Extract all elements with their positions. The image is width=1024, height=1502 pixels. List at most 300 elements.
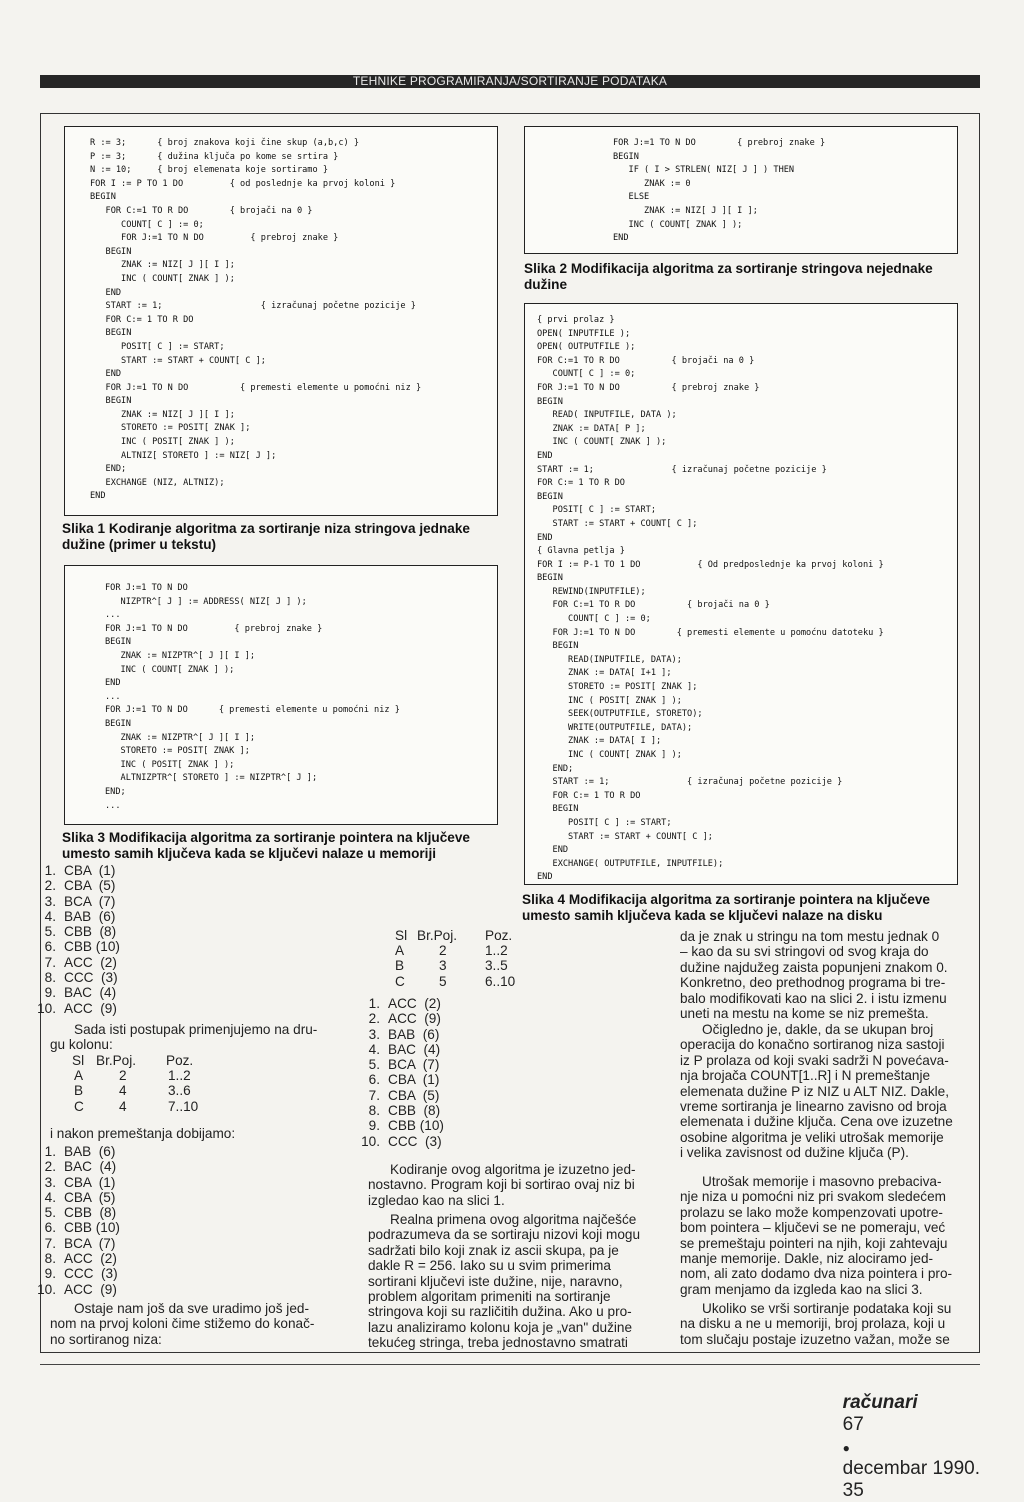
figure4-caption: [522, 892, 968, 924]
text-line: balo modifikovati kao na slici 2. i istu izmenu: [680, 990, 947, 1006]
list-item-text: CBA (5): [64, 1189, 116, 1205]
code-line: END: [537, 532, 553, 543]
list-item: [352, 1134, 444, 1149]
text-line: nja brojača COUNT[1..R] i N premeštanje: [680, 1068, 931, 1084]
text-line: nom na prvoj koloni čime stižemo do konač-: [50, 1316, 315, 1332]
table-cell: 3: [439, 958, 447, 974]
list-item-text: CBA (1): [64, 1174, 116, 1190]
table-row: [72, 1099, 272, 1114]
table-cell: 1..2: [485, 943, 508, 959]
list-item-text: CCC (3): [388, 1133, 442, 1149]
list-item-text: BAC (4): [64, 985, 117, 1001]
text-line: sadržati bilo koji znak iz ascii skupa, pa je: [368, 1242, 619, 1258]
text-line: tekućeg stringa, treba jednostavno smatrati: [368, 1335, 628, 1351]
code-line: END: [90, 287, 122, 298]
list-item-text: BAC (4): [64, 1159, 117, 1175]
list-item-text: BCA (7): [64, 1235, 116, 1251]
text-line: elemenata i dužine ključa. Cena ove izuzetne: [680, 1114, 953, 1130]
list-item-number: 2.: [44, 1159, 56, 1175]
list-item-number: 6.: [368, 1072, 380, 1088]
code-line: FOR C:= 1 TO R DO: [537, 478, 625, 489]
list-item-number: 8.: [44, 970, 56, 986]
list-item: [28, 1266, 120, 1281]
list-item: [28, 909, 120, 924]
footer-bullet: ●: [842, 1441, 850, 1455]
text-line: da je znak u stringu na tom mestu jednak 0: [680, 929, 940, 944]
list-item: [28, 1282, 120, 1297]
code-line: P := 3; { dužina ključa po kome se srtira }: [90, 151, 339, 162]
table-cell: 3..6: [168, 1083, 191, 1099]
list-item-text: BAB (6): [64, 908, 116, 924]
right-paragraph-1: [680, 929, 970, 1021]
code-line: INC ( COUNT[ ZNAK ] );: [537, 750, 682, 760]
code-line: WRITE(OUTPUTFILE, DATA);: [537, 722, 693, 733]
figure3-code: [105, 582, 400, 813]
code-line: FOR C:=1 TO R DO { brojači na 0 }: [537, 355, 755, 366]
table-header-cell: Poz.: [166, 1053, 194, 1068]
table-row: [395, 943, 595, 958]
text-line: Sada isti postupak primenjujemo na dru-: [74, 1022, 318, 1037]
text-line: Očigledno je, dakle, da se ukupan broj: [702, 1022, 934, 1037]
text-line: uneti na mestu na kome se niz premešta.: [680, 1006, 929, 1022]
figure1-caption: [62, 521, 502, 553]
text-line: na disku a ne u memoriji, broj prolaza, koji u: [680, 1316, 946, 1332]
list-item-number: 6.: [44, 1220, 56, 1236]
list-item-text: ACC (9): [64, 1000, 117, 1016]
list-item-number: 7.: [368, 1087, 380, 1103]
list-item-number: 5.: [44, 1205, 56, 1221]
code-line: END: [537, 845, 569, 856]
list-item-number: 4.: [44, 1189, 56, 1205]
text-line: gu kolonu:: [50, 1037, 113, 1053]
issue-number: 67: [842, 1414, 864, 1435]
list-item-text: BCA (7): [388, 1057, 440, 1073]
code-line: FOR I := P TO 1 DO { od poslednje ka prvoj koloni }: [90, 178, 396, 189]
code-line: ZNAK := NIZ[ J ][ I ];: [90, 409, 235, 420]
final-sorted-list: [352, 996, 444, 1149]
code-line: REWIND(INPUTFILE);: [537, 586, 646, 597]
text-line: sortirani ključevi iste dužine, nije, naravno,: [368, 1273, 623, 1289]
text-line: – kao da su svi stringovi od svog kraja do: [680, 944, 929, 960]
figure1-caption-line: dužine (primer u tekstu): [62, 537, 217, 552]
code-line: BEGIN: [537, 573, 563, 584]
figure2-caption-line: dužine: [524, 277, 568, 292]
code-line: END: [613, 233, 629, 244]
list-item: [352, 1042, 444, 1057]
code-line: START := 1; { izračunaj početne pozicije }: [90, 301, 416, 312]
figure4-caption-line: umesto samih ključeva kada se ključevi nalaze na disku: [522, 908, 883, 923]
middle-paragraph-2: [368, 1212, 660, 1351]
text-line: Realna primena ovog algoritma najčešće: [390, 1212, 637, 1227]
code-line: FOR J:=1 TO N DO { prebroj znake }: [613, 138, 826, 148]
list-item-text: CCC (3): [64, 1266, 118, 1282]
code-line: ZNAK := DATA[ P ];: [537, 423, 646, 434]
table-cell: B: [395, 958, 405, 974]
code-line: ZNAK := NIZ[ J ][ I ];: [90, 260, 235, 271]
text-line: Kodiranje ovog algoritma je izuzetno jed-: [390, 1162, 636, 1177]
code-line: FOR J:=1 TO N DO { prebroj znake }: [105, 623, 323, 634]
list-item-text: CCC (3): [64, 970, 118, 986]
text-line: manje memorije. Dakle, niz alociramo jed-: [680, 1251, 934, 1267]
list-item-number: 7.: [44, 954, 56, 970]
list-item-text: CBB (10): [64, 1220, 120, 1236]
table-header-row: [72, 1053, 272, 1068]
text-line: i velika zavisnost od dužine ključa (P).: [680, 1145, 909, 1161]
table-cell: 6..10: [485, 973, 516, 989]
code-line: BEGIN: [90, 192, 116, 203]
issue-date: decembar 1990.: [842, 1458, 980, 1479]
list-item: [28, 939, 120, 954]
table-cell: B: [74, 1083, 84, 1099]
code-line: EXCHANGE( OUTPUTFILE, INPUTFILE);: [537, 858, 724, 869]
table-cell: C: [395, 973, 405, 989]
middle-paragraph-1: [368, 1162, 660, 1208]
list-item: [352, 1088, 444, 1103]
list-item-number: 9.: [44, 985, 56, 1001]
code-line: FOR J:=1 TO N DO { premesti elemente u pomoćni niz }: [90, 382, 422, 393]
text-line: tom slučaju postaje izuzetno važan, može se: [680, 1331, 950, 1347]
list-item-text: CBA (5): [388, 1087, 440, 1103]
figure3-caption-line: Slika 3 Modifikacija algoritma za sortiranje pointera na ključeve: [62, 830, 470, 845]
code-line: COUNT[ C ] := 0;: [90, 219, 204, 230]
table-header-cell: Sl: [72, 1053, 85, 1068]
text-line: dužine najdužeg zaista popunjeni znakom 0.: [680, 959, 948, 975]
code-line: SEEK(OUTPUTFILE, STORETO);: [537, 709, 703, 720]
list-item-text: ACC (2): [64, 954, 117, 970]
count-table-first-column: [395, 928, 595, 989]
code-line: R := 3; { broj znakova koji čine skup (a,b,c) }: [90, 138, 360, 148]
list-item-text: BAB (6): [388, 1026, 440, 1042]
code-line: FOR J:=1 TO N DO { prebroj znake }: [537, 382, 760, 393]
list-item-text: ACC (9): [64, 1281, 117, 1297]
list-item-number: 4.: [368, 1041, 380, 1057]
list-item-number: 8.: [44, 1251, 56, 1267]
code-line: FOR C:=1 TO R DO { brojači na 0 }: [90, 205, 313, 216]
sorted-list-first-pass: [28, 863, 120, 1016]
text-line: no sortiranog niza:: [50, 1331, 162, 1347]
list-item: [352, 1072, 444, 1087]
list-item: [28, 970, 120, 985]
code-line: START := START + COUNT[ C ];: [537, 518, 698, 529]
table-cell: 2: [439, 943, 447, 959]
list-item-text: CBB (10): [64, 939, 120, 955]
code-line: END: [90, 491, 106, 502]
text-line: elemenata dužine P iz NIZ u ALT NIZ. Dakle,: [680, 1083, 949, 1099]
code-line: ...: [105, 800, 121, 811]
list-item-text: ACC (2): [64, 1251, 117, 1267]
code-line: N := 10; { broj elemenata koje sortiramo }: [90, 165, 328, 176]
list-item: [28, 863, 120, 878]
code-line: START := START + COUNT[ C ];: [537, 831, 713, 842]
right-paragraph-2: [680, 1022, 970, 1161]
text-line: dakle R = 256. Iako su u svim primerima: [368, 1258, 611, 1274]
code-line: INC ( COUNT[ ZNAK ] );: [613, 219, 743, 230]
list-item: [28, 1236, 120, 1251]
table-cell: 4: [119, 1098, 127, 1114]
magazine-logo: računari: [842, 1392, 918, 1413]
code-line: BEGIN: [90, 396, 132, 407]
table-header-cell: Sl: [395, 928, 408, 943]
figure1-code: [90, 137, 421, 504]
list-item: [28, 1175, 120, 1190]
code-line: INC ( COUNT[ ZNAK ] );: [90, 273, 235, 284]
list-item-text: BAB (6): [64, 1144, 116, 1159]
list-item: [352, 1057, 444, 1072]
figure2-caption: [524, 261, 970, 293]
list-item: [28, 1159, 120, 1174]
text-line: osobine algoritma je veliki utrošak memorije: [680, 1129, 944, 1145]
text-line: stringova koji su različitih dužina. Ako u pro-: [368, 1304, 632, 1320]
list-item-number: 3.: [44, 893, 56, 909]
list-item: [28, 1001, 120, 1016]
text-line: i nakon premeštanja dobijamo:: [50, 1126, 236, 1141]
figure1-code-box: [64, 126, 498, 516]
figure3-caption: [62, 830, 502, 862]
text-line: izgledao kao na slici 1.: [368, 1192, 505, 1208]
list-item-number: 8.: [368, 1103, 380, 1119]
code-line: INC ( COUNT[ ZNAK ] );: [105, 664, 235, 675]
text-line: Ukoliko se vrši sortiranje podataka koji su: [702, 1301, 952, 1316]
code-line: ZNAK := NIZPTR^[ J ][ I ];: [105, 650, 256, 661]
text-line: gram menjamo da izgleda kao na slici 3.: [680, 1281, 923, 1297]
code-line: BEGIN: [537, 491, 563, 502]
text-line: Utrošak memorije i masovno prebaciva-: [702, 1174, 942, 1189]
list-item: [352, 996, 444, 1011]
list-item-number: 5.: [368, 1057, 380, 1073]
list-item-text: CBB (8): [64, 1205, 117, 1221]
list-item-number: 10.: [361, 1133, 380, 1149]
code-line: FOR J:=1 TO N DO { premesti elemente u pomoćni niz }: [105, 705, 400, 716]
table-cell: 3..5: [485, 958, 508, 974]
figure2-caption-line: Slika 2 Modifikacija algoritma za sortiranje stringova nejednake: [524, 261, 933, 276]
text-line: iz P prolaza od koji svaki sadrži N povećava-: [680, 1052, 949, 1068]
code-line: START := 1; { izračunaj početne pozicije }: [537, 464, 827, 475]
code-line: END: [105, 678, 121, 689]
table-row: [395, 974, 595, 989]
code-line: READ(INPUTFILE, DATA);: [537, 654, 682, 665]
list-item: [28, 1220, 120, 1235]
code-line: FOR C:= 1 TO R DO: [537, 790, 641, 801]
table-row: [395, 958, 595, 973]
section-title: TEHNIKE PROGRAMIRANJA/SORTIRANJE PODATAKA: [352, 74, 668, 88]
list-item-text: CBA (5): [64, 878, 116, 894]
code-line: END;: [90, 464, 127, 475]
figure4-caption-line: Slika 4 Modifikacija algoritma za sortiranje pointera na ključeve: [522, 892, 930, 907]
list-item-text: BAC (4): [388, 1041, 441, 1057]
list-item-number: 2.: [44, 878, 56, 894]
figure4-code-box: [524, 303, 958, 885]
list-item: [28, 955, 120, 970]
text-line: Konkretno, deo prethodnog programa bi tre-: [680, 975, 946, 991]
code-line: ZNAK := DATA[ I+1 ];: [537, 668, 672, 679]
text-line: podrazumeva da se sortiraju nizovi koji mogu: [368, 1227, 641, 1243]
code-line: END;: [105, 786, 126, 797]
code-line: BEGIN: [537, 396, 563, 407]
list-item: [28, 985, 120, 1000]
text-line: prolazu se lako može kompenzovati upotre-: [680, 1204, 943, 1220]
left-paragraph-3: [50, 1301, 370, 1347]
code-line: READ( INPUTFILE, DATA );: [537, 410, 677, 421]
text-line: nje niza u pomoćni niz pri svakom sledećem: [680, 1189, 946, 1205]
list-item-number: 9.: [368, 1118, 380, 1134]
footer-rule: [40, 1364, 980, 1365]
table-row: [72, 1068, 272, 1083]
code-line: STORETO := POSIT[ ZNAK ];: [537, 682, 698, 693]
list-item: [28, 878, 120, 893]
list-item: [28, 1251, 120, 1266]
text-line: bom pointera – ključevi se ne pomeraju, već: [680, 1220, 946, 1236]
table-cell: 1..2: [168, 1068, 191, 1084]
list-item-text: CBA (1): [388, 1072, 440, 1088]
list-item-number: 10.: [37, 1000, 56, 1016]
code-line: FOR J:=1 TO N DO { premesti elemente u pomoćnu datoteku }: [537, 627, 884, 638]
text-line: lazu analiziramo kolonu koja je „van" dužine: [368, 1319, 633, 1335]
list-item-number: 1.: [368, 996, 380, 1011]
list-item-number: 1.: [44, 863, 56, 878]
code-line: IF ( I > STRLEN( NIZ[ J ] ) THEN: [613, 165, 795, 176]
code-line: EXCHANGE (NIZ, ALTNIZ);: [90, 477, 225, 488]
count-table-second-column: [72, 1053, 272, 1114]
code-line: BEGIN: [105, 637, 131, 648]
code-line: BEGIN: [537, 641, 579, 652]
list-item: [28, 1205, 120, 1220]
table-cell: 4: [119, 1083, 127, 1099]
code-line: STORETO := POSIT[ ZNAK ];: [105, 746, 250, 757]
code-line: ZNAK := NIZPTR^[ J ][ I ];: [105, 732, 256, 743]
list-item: [28, 1144, 120, 1159]
table-header-cell: Br.Poj.: [96, 1053, 137, 1068]
list-item: [28, 894, 120, 909]
code-line: BEGIN: [105, 718, 131, 729]
left-paragraph-1: [50, 1022, 360, 1053]
code-line: FOR I := P-1 TO 1 DO { Od predposlednje ka prvoj koloni }: [537, 559, 884, 570]
code-line: BEGIN: [90, 246, 132, 257]
page-footer: [832, 1370, 980, 1502]
code-line: ELSE: [613, 192, 650, 203]
table-cell: C: [74, 1098, 84, 1114]
code-line: FOR J:=1 TO N DO { prebroj znake }: [90, 233, 339, 244]
figure4-code: [537, 314, 884, 885]
figure2-code-box: [524, 126, 958, 254]
code-line: START := 1; { izračunaj početne pozicije }: [537, 777, 843, 788]
list-item-number: 2.: [368, 1011, 380, 1027]
code-line: { Glavna petlja }: [537, 546, 625, 557]
code-line: INC ( POSIT[ ZNAK ] );: [90, 437, 235, 448]
code-line: FOR C:= 1 TO R DO: [90, 314, 194, 325]
code-line: ALTNIZPTR^[ STORETO ] := NIZPTR^[ J ];: [105, 773, 318, 784]
code-line: COUNT[ C ] := 0;: [537, 614, 651, 625]
list-item: [352, 1011, 444, 1026]
code-line: STORETO := POSIT[ ZNAK ];: [90, 423, 251, 434]
sorted-list-second-pass: [28, 1144, 120, 1297]
code-line: BEGIN: [537, 804, 579, 815]
code-line: START := START + COUNT[ C ];: [90, 355, 266, 366]
table-row: [72, 1083, 272, 1098]
figure2-code: [613, 137, 825, 246]
text-line: operacija do konačno sortiranog niza sastoji: [680, 1037, 945, 1053]
code-line: END: [537, 450, 553, 461]
table-header-cell: Poz.: [485, 928, 513, 943]
code-line: ZNAK := DATA[ I ];: [537, 736, 662, 747]
code-line: END: [90, 369, 122, 380]
list-item-text: CBA (1): [64, 863, 116, 878]
table-cell: 5: [439, 973, 447, 989]
list-item: [352, 1103, 444, 1118]
figure1-caption-line: Slika 1 Kodiranje algoritma za sortiranje niza stringova jednake: [62, 521, 470, 536]
table-cell: 7..10: [168, 1098, 199, 1114]
code-line: FOR C:=1 TO R DO { brojači na 0 }: [537, 600, 770, 611]
list-item-number: 1.: [44, 1144, 56, 1159]
text-line: se premeštaju pointeri na njih, koji zahtevaju: [680, 1235, 948, 1251]
list-item-text: CBB (8): [388, 1103, 441, 1119]
left-paragraph-2: [50, 1126, 360, 1141]
code-line: COUNT[ C ] := 0;: [537, 369, 636, 380]
list-item: [352, 1027, 444, 1042]
code-line: ALTNIZ[ STORETO ] := NIZ[ J ];: [90, 450, 277, 461]
list-item-text: CBB (10): [388, 1118, 444, 1134]
text-line: nom, ali zato dodamo dva niza pointera i pro-: [680, 1266, 953, 1282]
page-number: 35: [842, 1480, 864, 1501]
code-line: OPEN( INPUTFILE );: [537, 328, 631, 339]
table-cell: A: [74, 1068, 84, 1084]
code-line: END: [537, 872, 553, 883]
code-line: INC ( POSIT[ ZNAK ] );: [105, 759, 235, 770]
code-line: OPEN( OUTPUTFILE );: [537, 342, 636, 353]
list-item-number: 9.: [44, 1266, 56, 1282]
code-line: ZNAK := 0: [613, 178, 691, 189]
list-item-number: 4.: [44, 908, 56, 924]
text-line: vreme sortiranja je linearno zavisno od broja: [680, 1099, 947, 1115]
code-line: FOR J:=1 TO N DO: [105, 583, 188, 593]
code-line: ...: [105, 610, 121, 621]
list-item-number: 7.: [44, 1235, 56, 1251]
text-line: nostavno. Program koji bi sortirao ovaj niz bi: [368, 1177, 635, 1193]
figure3-caption-line: umesto samih ključeva kada se ključevi nalaze u memoriji: [62, 846, 437, 861]
code-line: NIZPTR^[ J ] := ADDRESS( NIZ[ J ] );: [105, 596, 307, 607]
list-item: [28, 924, 120, 939]
list-item-number: 5.: [44, 924, 56, 940]
list-item-number: 6.: [44, 939, 56, 955]
code-line: POSIT[ C ] := START;: [537, 505, 656, 516]
code-line: BEGIN: [90, 328, 132, 339]
figure3-code-box: [64, 565, 498, 825]
right-paragraph-3: [680, 1174, 970, 1297]
table-header-cell: Br.Poj.: [417, 928, 458, 943]
list-item-text: ACC (9): [388, 1011, 441, 1027]
code-line: BEGIN: [613, 151, 639, 162]
list-item: [28, 1190, 120, 1205]
code-line: POSIT[ C ] := START;: [537, 817, 672, 828]
code-line: ...: [105, 691, 121, 702]
code-line: ZNAK := NIZ[ J ][ I ];: [613, 205, 758, 216]
text-line: problem algoritam primeniti na sortiranje: [368, 1289, 611, 1305]
list-item: [352, 1118, 444, 1133]
list-item-text: CBB (8): [64, 924, 117, 940]
code-line: INC ( COUNT[ ZNAK ] );: [537, 437, 667, 448]
code-line: { prvi prolaz }: [537, 315, 615, 325]
table-header-row: [395, 928, 595, 943]
code-line: INC ( POSIT[ ZNAK ] );: [537, 695, 682, 706]
list-item-number: 3.: [368, 1026, 380, 1042]
list-item-text: ACC (2): [388, 996, 441, 1011]
list-item-number: 10.: [37, 1281, 56, 1297]
table-cell: A: [395, 943, 405, 959]
code-line: POSIT[ C ] := START;: [90, 341, 225, 352]
text-line: Ostaje nam još da sve uradimo još jed-: [74, 1301, 309, 1316]
list-item-number: 3.: [44, 1174, 56, 1190]
list-item-text: BCA (7): [64, 893, 116, 909]
section-header-bar: [40, 75, 980, 88]
